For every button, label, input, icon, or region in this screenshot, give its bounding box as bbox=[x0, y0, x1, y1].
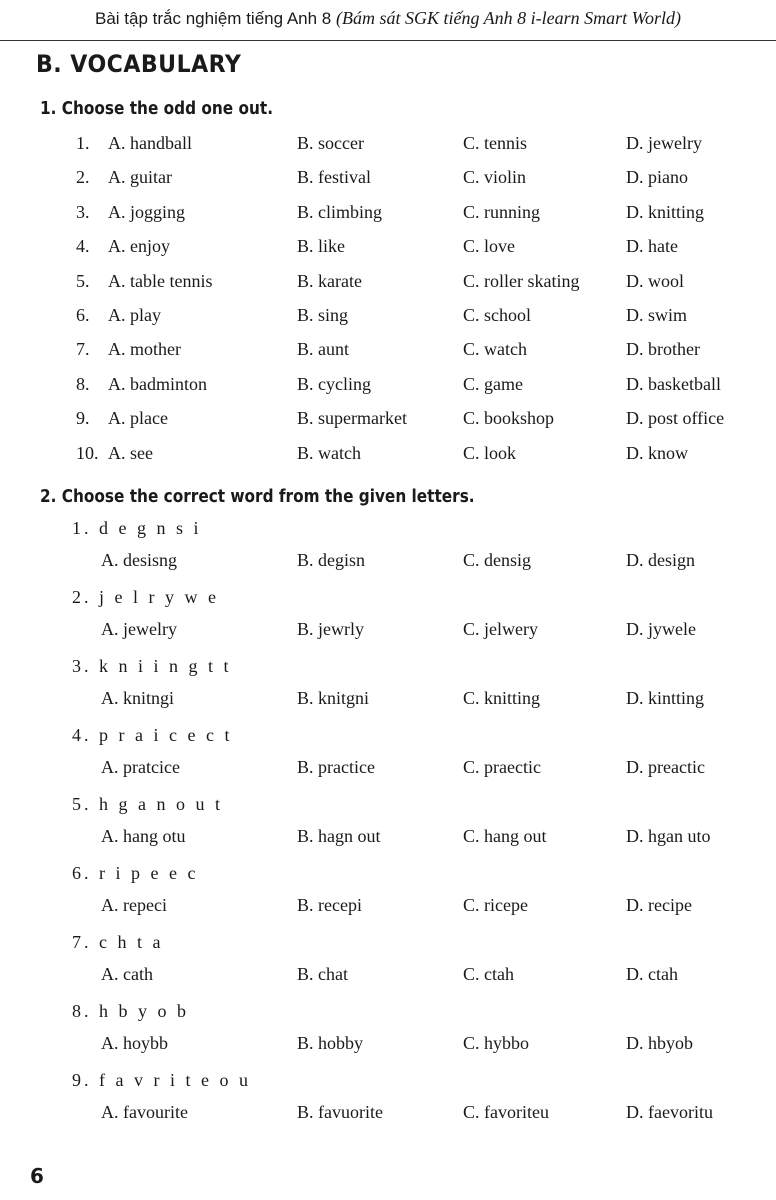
option-c: C. love bbox=[463, 236, 515, 257]
option-c: C. look bbox=[463, 442, 517, 463]
scrambled-letters: 6. r i p e e c bbox=[72, 863, 199, 883]
option-b: B. climbing bbox=[297, 201, 382, 222]
option-c: C. watch bbox=[463, 339, 527, 360]
option-a: A. badminton bbox=[108, 373, 207, 394]
question-row bbox=[0, 303, 776, 337]
task2-title: 2. Choose the correct word from the given letters. bbox=[40, 486, 475, 507]
option-c: C. knitting bbox=[463, 688, 541, 708]
question-row bbox=[0, 234, 776, 268]
question-row bbox=[0, 406, 776, 440]
option-b: B. cycling bbox=[297, 373, 371, 394]
option-b: B. watch bbox=[297, 442, 361, 463]
question-item bbox=[0, 725, 776, 794]
option-b: B. hobby bbox=[297, 1033, 364, 1053]
header-title: Bài tập trắc nghiệm tiếng Anh 8 bbox=[95, 9, 332, 28]
option-b: B. favuorite bbox=[297, 1102, 383, 1122]
option-a: A. jewelry bbox=[101, 619, 177, 639]
option-b: B. practice bbox=[297, 757, 375, 777]
option-c: C. ricepe bbox=[463, 895, 528, 915]
question-number: 3. bbox=[76, 201, 90, 222]
question-item bbox=[0, 1070, 776, 1139]
scrambled-letters: 4. p r a i c e c t bbox=[72, 725, 233, 745]
option-a: A. repeci bbox=[101, 895, 167, 915]
option-a: A. cath bbox=[101, 964, 153, 984]
section-title: B. VOCABULARY bbox=[36, 50, 242, 78]
option-a: A. knitngi bbox=[101, 688, 175, 708]
task2-list bbox=[0, 518, 776, 1139]
option-d: D. ctah bbox=[626, 964, 678, 984]
question-item bbox=[0, 932, 776, 1001]
question-item bbox=[0, 656, 776, 725]
option-d: D. faevoritu bbox=[626, 1102, 713, 1122]
option-b: B. chat bbox=[297, 964, 348, 984]
option-b: B. festival bbox=[297, 167, 371, 188]
option-c: C. bookshop bbox=[463, 408, 555, 429]
option-d: D. swim bbox=[626, 304, 688, 325]
task1-title: 1. Choose the odd one out. bbox=[40, 98, 274, 119]
option-a: A. jogging bbox=[108, 201, 186, 222]
question-row bbox=[0, 165, 776, 199]
option-d: D. piano bbox=[626, 167, 688, 188]
option-c: C. school bbox=[463, 304, 532, 325]
option-d: D. jewelry bbox=[626, 133, 702, 153]
question-item bbox=[0, 794, 776, 863]
option-c: C. ctah bbox=[463, 964, 514, 984]
question-number: 4. bbox=[76, 236, 90, 257]
option-a: A. desisng bbox=[101, 550, 177, 570]
option-a: A. enjoy bbox=[108, 236, 170, 257]
question-row bbox=[0, 337, 776, 371]
question-number: 7. bbox=[76, 339, 90, 360]
option-d: D. recipe bbox=[626, 895, 692, 915]
option-d: D. jywele bbox=[626, 619, 696, 639]
question-number: 6. bbox=[76, 304, 90, 325]
option-c: C. roller skating bbox=[463, 270, 580, 291]
task1-list bbox=[0, 131, 776, 475]
question-number: 9. bbox=[76, 408, 90, 429]
option-c: C. violin bbox=[463, 167, 527, 188]
question-number: 5. bbox=[76, 270, 90, 291]
page-header bbox=[0, 0, 776, 41]
question-item bbox=[0, 1001, 776, 1070]
option-d: D. hbyob bbox=[626, 1033, 693, 1053]
option-b: B. supermarket bbox=[297, 408, 407, 429]
question-item bbox=[0, 518, 776, 587]
option-b: B. aunt bbox=[297, 339, 349, 360]
option-a: A. place bbox=[108, 408, 168, 429]
scrambled-letters: 2. j e l r y w e bbox=[72, 587, 219, 607]
option-c: C. jelwery bbox=[463, 619, 538, 639]
question-row bbox=[0, 131, 776, 165]
option-c: C. game bbox=[463, 373, 523, 394]
option-a: A. table tennis bbox=[108, 270, 213, 291]
option-a: A. play bbox=[108, 304, 161, 325]
option-b: B. degisn bbox=[297, 550, 366, 570]
question-row bbox=[0, 269, 776, 303]
scrambled-letters: 9. f a v r i t e o u bbox=[72, 1070, 251, 1090]
header-subtitle: (Bám sát SGK tiếng Anh 8 i-learn Smart World) bbox=[336, 8, 681, 28]
question-number: 8. bbox=[76, 373, 90, 394]
option-d: D. basketball bbox=[626, 373, 721, 394]
option-a: A. hang otu bbox=[101, 826, 186, 846]
question-row bbox=[0, 441, 776, 475]
option-d: D. kintting bbox=[626, 688, 705, 708]
option-c: C. hybbo bbox=[463, 1033, 530, 1053]
option-b: B. hagn out bbox=[297, 826, 381, 846]
option-a: A. handball bbox=[108, 133, 192, 153]
option-d: D. design bbox=[626, 550, 695, 570]
option-a: A. guitar bbox=[108, 167, 172, 188]
scrambled-letters: 3. k n i i n g t t bbox=[72, 656, 232, 676]
question-number: 10. bbox=[76, 442, 99, 463]
option-d: D. hgan uto bbox=[626, 826, 711, 846]
option-d: D. post office bbox=[626, 408, 725, 429]
option-c: C. running bbox=[463, 201, 541, 222]
option-c: C. praectic bbox=[463, 757, 541, 777]
option-d: D. know bbox=[626, 442, 688, 463]
option-a: A. pratcice bbox=[101, 757, 180, 777]
option-b: B. like bbox=[297, 236, 345, 257]
question-number: 1. bbox=[76, 133, 90, 153]
scrambled-letters: 7. c h t a bbox=[72, 932, 164, 952]
option-c: C. densig bbox=[463, 550, 532, 570]
option-d: D. hate bbox=[626, 236, 678, 257]
option-b: B. jewrly bbox=[297, 619, 364, 639]
question-row bbox=[0, 372, 776, 406]
option-b: B. sing bbox=[297, 304, 349, 325]
question-row bbox=[0, 200, 776, 234]
option-b: B. soccer bbox=[297, 133, 364, 153]
option-a: A. hoybb bbox=[101, 1033, 168, 1053]
page-number: 6 bbox=[30, 1164, 44, 1188]
scrambled-letters: 8. h b y o b bbox=[72, 1001, 189, 1021]
question-item bbox=[0, 587, 776, 656]
option-a: A. mother bbox=[108, 339, 181, 360]
option-d: D. brother bbox=[626, 339, 700, 360]
option-c: C. tennis bbox=[463, 133, 528, 153]
option-d: D. preactic bbox=[626, 757, 705, 777]
option-b: B. knitgni bbox=[297, 688, 370, 708]
option-b: B. karate bbox=[297, 270, 362, 291]
option-d: D. wool bbox=[626, 270, 684, 291]
option-b: B. recepi bbox=[297, 895, 362, 915]
option-a: A. favourite bbox=[101, 1102, 188, 1122]
question-number: 2. bbox=[76, 167, 90, 188]
option-a: A. see bbox=[108, 442, 153, 463]
scrambled-letters: 5. h g a n o u t bbox=[72, 794, 223, 814]
scrambled-letters: 1. d e g n s i bbox=[72, 518, 202, 538]
option-c: C. hang out bbox=[463, 826, 547, 846]
question-item bbox=[0, 863, 776, 932]
option-c: C. favoriteu bbox=[463, 1102, 549, 1122]
option-d: D. knitting bbox=[626, 201, 705, 222]
